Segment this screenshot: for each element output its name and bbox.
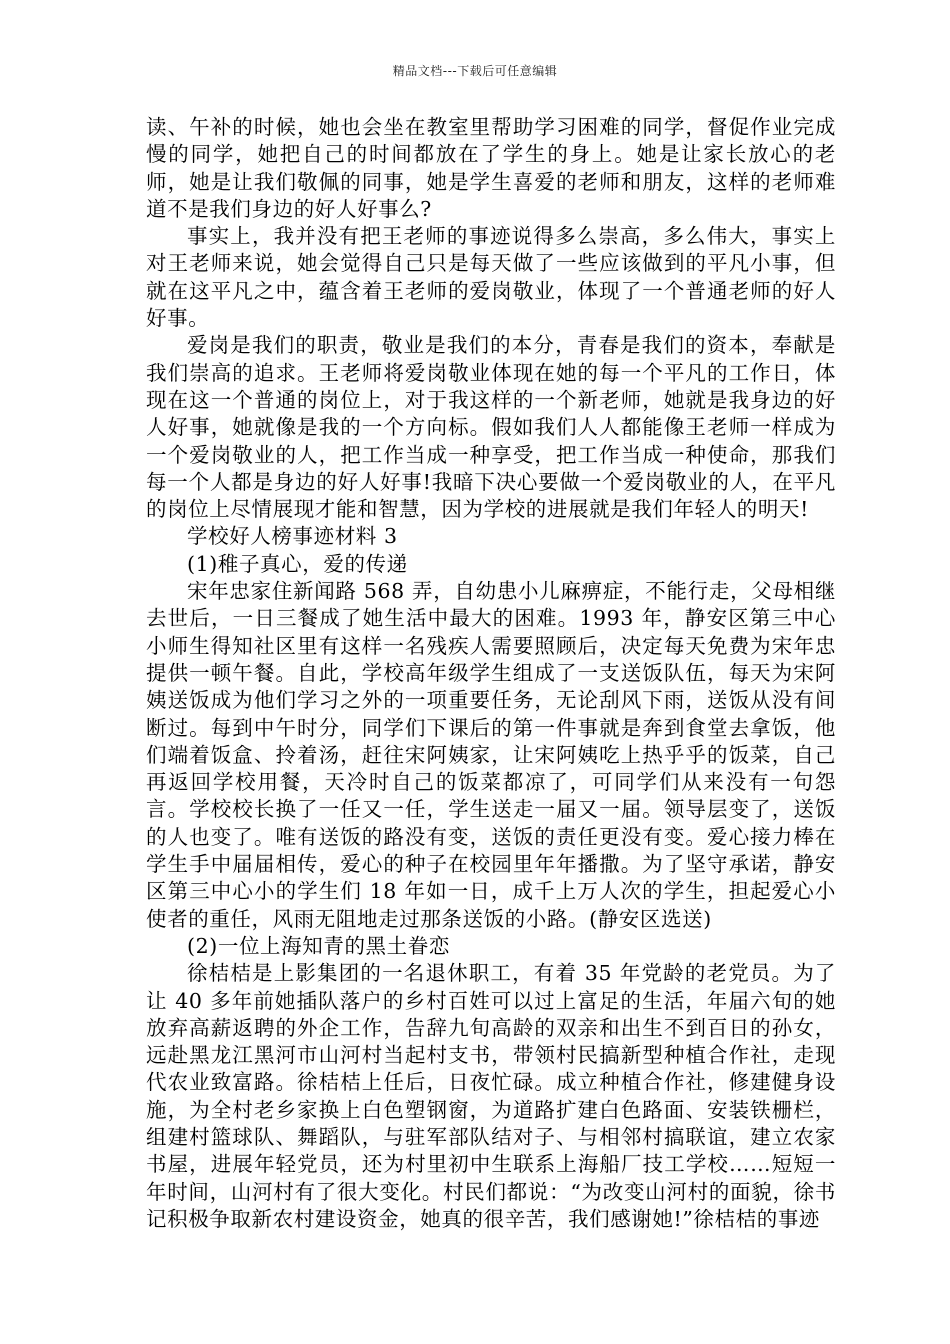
section-title: 学校好人榜事迹材料 3 xyxy=(187,524,398,549)
subsection-title-2: (2)一位上海知青的黑土眷恋 xyxy=(187,933,450,958)
paragraph-story-1: 宋年忠家住新闻路 568 弄，自幼患小儿麻痹症，不能行走，父母相继去世后，一日三餐成了她生活中最大的困难。1993 年，静安区第三中心小师生得知社区里有这样一名残疾人需要照顾后，决定每天免费为宋年忠提供一顿午餐。自此，学校高年级学生组成了一支送饭队伍，每天为宋阿姨送饭成为他们学习之外的一项重要任务，无论刮风下雨，送饭从没有间断过。每到中午时分，同学们下课后的第一件事就是奔到食堂去拿饭，他们端着饭盒、拎着汤，赶往宋阿姨家，让宋阿姨吃上热乎乎的饭菜，自己再返回学校用餐，天冷时自己的饭菜都凉了，可同学们从来没有一句怨言。学校校长换了一任又一任，学生送走一届又一届。领导层变了，送饭的人也变了。唯有送饭的路没有变，送饭的责任更没有变。爱心接力棒在学生手中届届相传，爱心的种子在校园里年年播撒。为了坚守承诺，静安区第三中心小的学生们 18 年如一日，成千上万人次的学生，担起爱心小使者的重任，风雨无阻地走过那条送饭的小路。(静安区选送) xyxy=(146,579,836,931)
paragraph-continued: 读、午补的时候，她也会坐在教室里帮助学习困难的同学，督促作业完成慢的同学，她把自己的时间都放在了学生的身上。她是让家长放心的老师，她是让我们敬佩的同事，她是学生喜爱的老师和朋友，这样的老师难道不是我们身边的好人好事么? xyxy=(146,115,836,221)
paragraph-story-2: 徐桔桔是上影集团的一名退休职工，有着 35 年党龄的老党员。为了让 40 多年前她插队落户的乡村百姓可以过上富足的生活，年届六旬的她放弃高薪返聘的外企工作，告辞九旬高龄的双亲和出生不到百日的孙女，远赴黑龙江黑河市山河村当起村支书，带领村民搞新型种植合作社，走现代农业致富路。徐桔桔上任后，日夜忙碌。成立种植合作社，修建健身设施，为全村老乡家换上白色塑钢窗，为道路扩建白色路面、安装铁栅栏，组建村篮球队、舞蹈队，与驻军部队结对子、与相邻村搞联谊，建立农家书屋，进展年轻党员，还为村里初中生联系上海船厂技工学校……短短一年时间，山河村有了很大变化。村民们都说：“为改变山河村的面貌，徐书记积极争取新农村建设资金，她真的很辛苦，我们感谢她!”徐桔桔的事迹 xyxy=(146,961,836,1231)
subsection-title-1: (1)稚子真心，爱的传递 xyxy=(187,551,408,576)
page-header: 精品文档---下载后可任意编辑 xyxy=(392,64,558,78)
paragraph-dedication: 爱岗是我们的职责，敬业是我们的本分，青春是我们的资本，奉献是我们崇高的追求。王老师将爱岗敬业体现在她的每一个平凡的工作日，体现在这一个普通的岗位上，对于我这样的一个新老师，她就是我身边的好人好事，她就像是我的一个方向标。假如我们人人都能像王老师一样成为一个爱岗敬业的人，把工作当成一种享受，把工作当成一种使命，那我们每一个人都是身边的好人好事!我暗下决心要做一个爱岗敬业的人，在平凡的岗位上尽情展现才能和智慧，因为学校的进展就是我们年轻人的明天! xyxy=(146,333,836,522)
paragraph-deeds-description: 事实上，我并没有把王老师的事迹说得多么崇高，多么伟大，事实上对王老师来说，她会觉得自己只是每天做了一些应该做到的平凡小事，但就在这平凡之中，蕴含着王老师的爱岗敬业，体现了一个普通老师的好人好事。 xyxy=(146,224,836,331)
document-body xyxy=(146,114,836,1233)
